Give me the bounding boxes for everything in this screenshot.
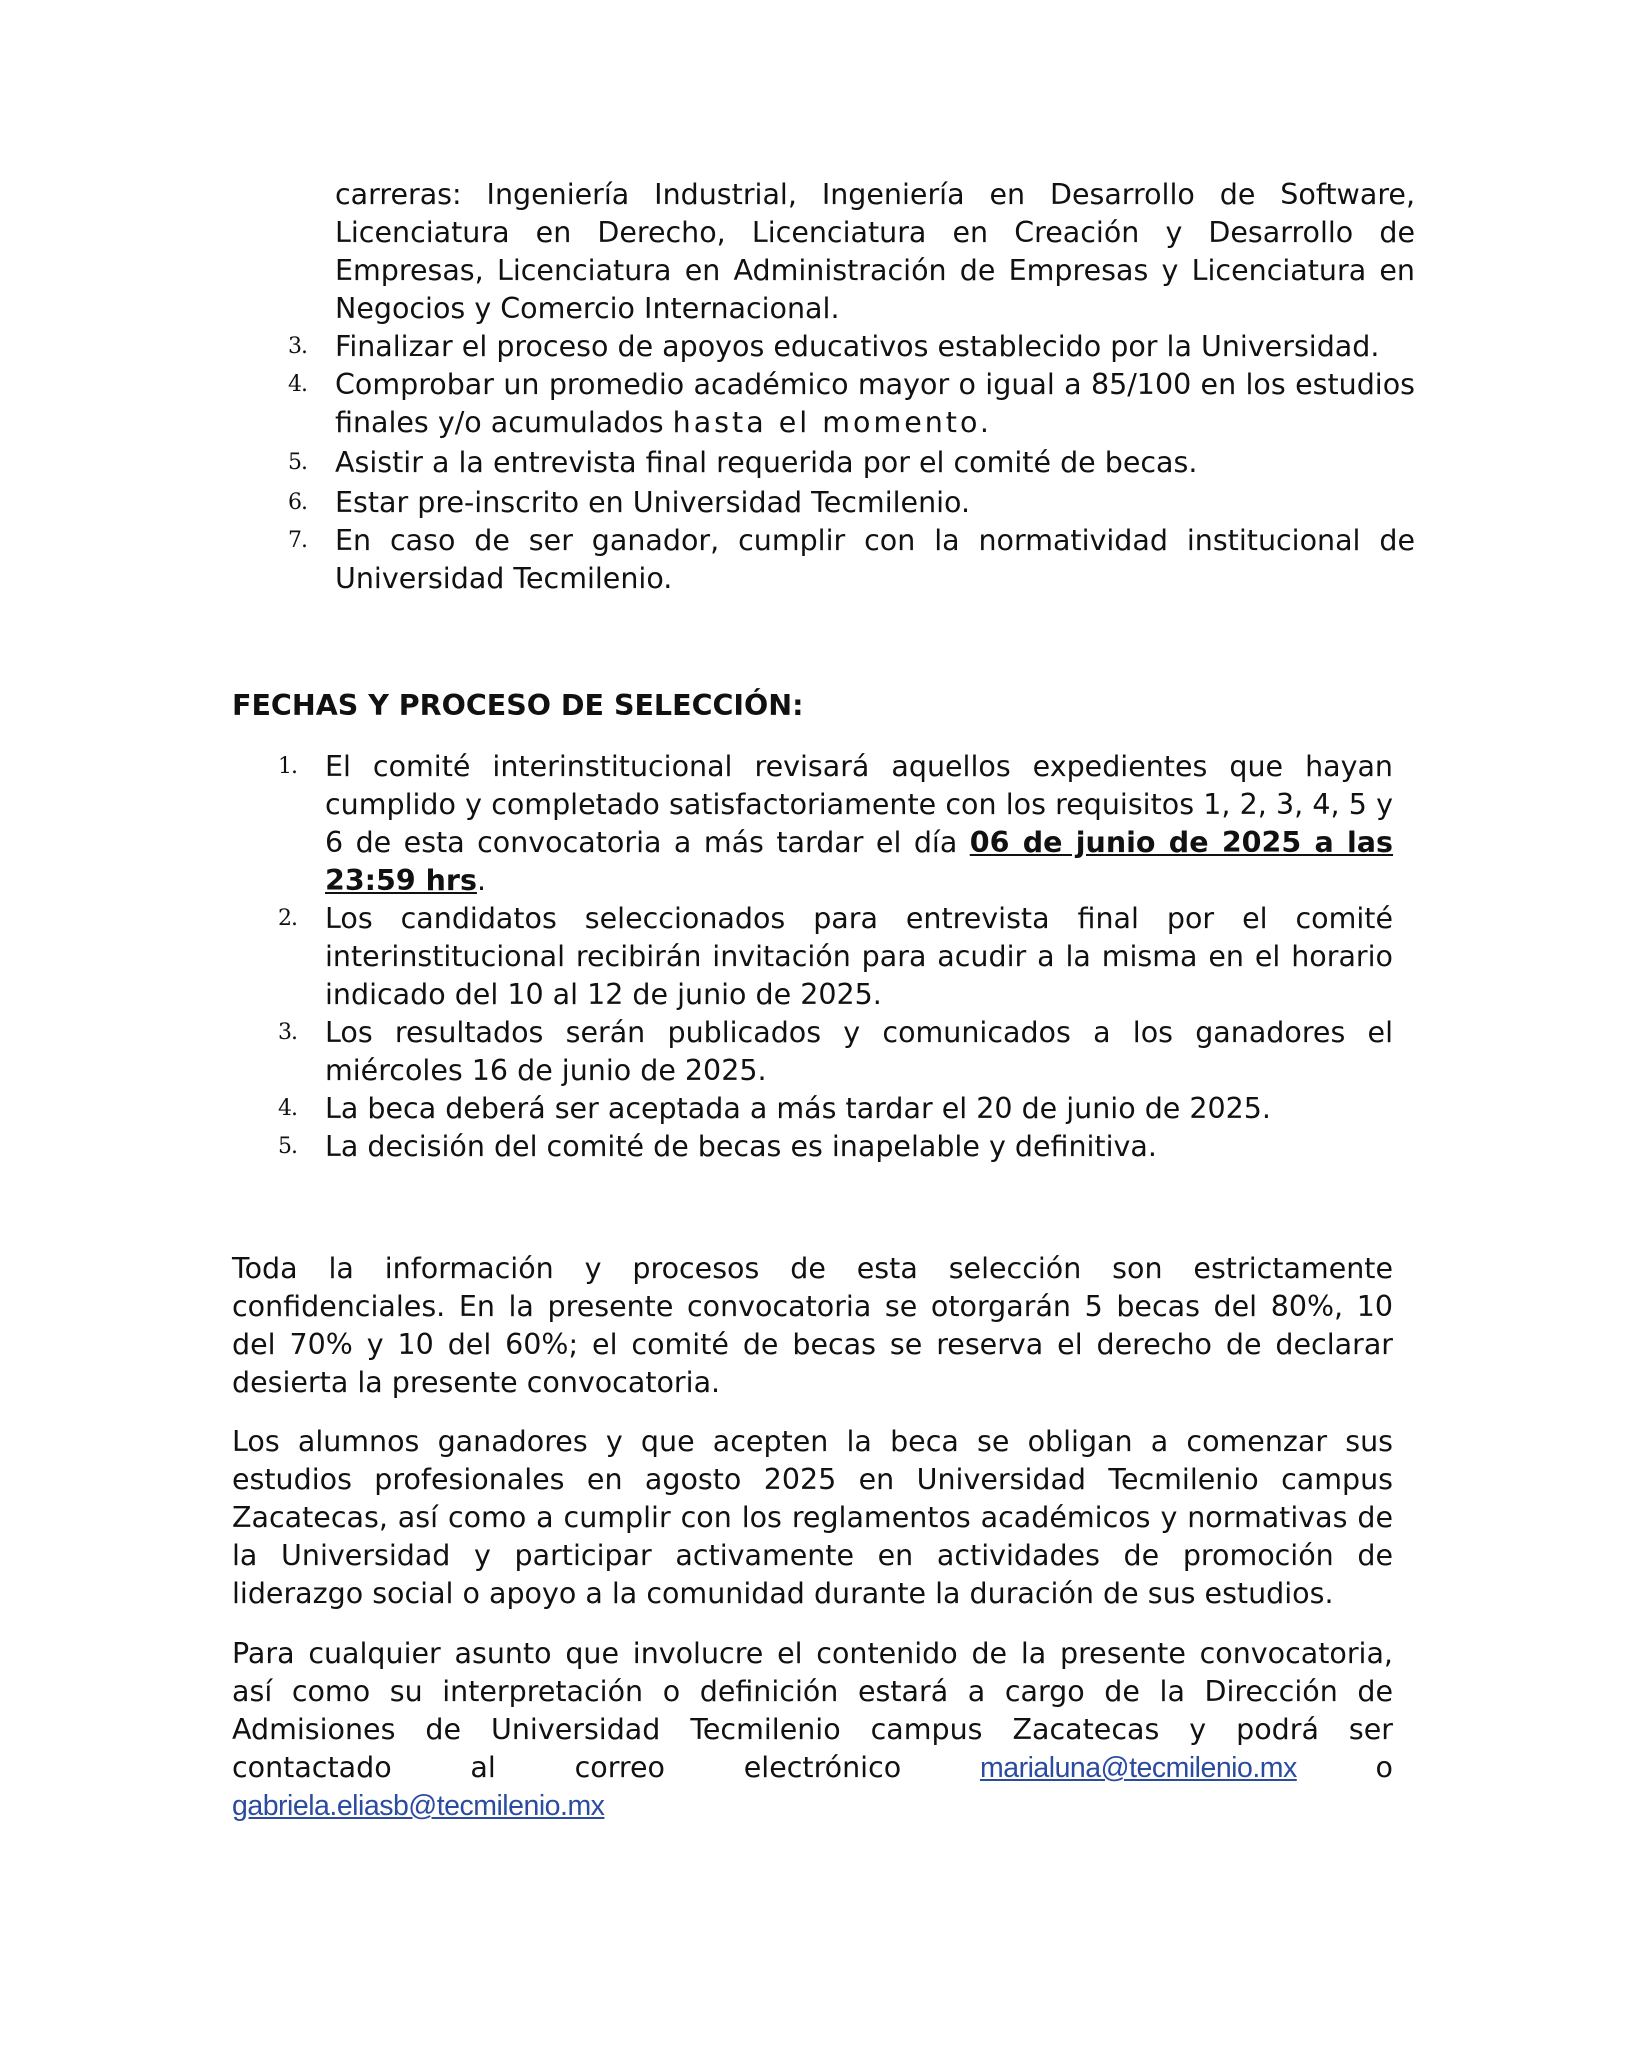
deadline-text: 06 de junio de 2025 a las 23:59 hrs bbox=[325, 826, 1393, 897]
list-number: 2. bbox=[278, 906, 297, 931]
list-item bbox=[280, 328, 1415, 366]
list-number: 7. bbox=[288, 528, 307, 553]
contact-text: Para cualquier asunto que involucre el contenido de la presente convocatoria, así como su interpretación o definición estará a cargo de la Dirección de Admisiones de Universidad Tecmilenio campus Zacatecas y podrá ser contactado al correo electrónico bbox=[232, 1637, 1393, 1784]
list-number: 1. bbox=[278, 754, 297, 779]
list-item bbox=[280, 522, 1415, 598]
section-heading: FECHAS Y PROCESO DE SELECCIÓN: bbox=[232, 689, 804, 722]
email-link-gabriela[interactable]: gabriela.eliasb@tecmilenio.mx bbox=[232, 1790, 605, 1822]
list-number: 4. bbox=[288, 372, 307, 397]
list-item-text: En caso de ser ganador, cumplir con la normatividad institucional de Universidad Tecmilenio. bbox=[335, 524, 1415, 595]
list-item-text: Finalizar el proceso de apoyos educativos establecido por la Universidad. bbox=[335, 330, 1380, 363]
list-item bbox=[270, 1128, 1393, 1166]
list-number: 5. bbox=[278, 1134, 297, 1159]
list-item-text: Los resultados serán publicados y comunicados a los ganadores el miércoles 16 de junio de 2025. bbox=[325, 1016, 1393, 1087]
list-item-text-spaced: hasta el momento. bbox=[672, 406, 992, 439]
list-item-continuation bbox=[280, 176, 1415, 328]
list-item-text: Asistir a la entrevista final requerida por el comité de becas. bbox=[335, 446, 1198, 479]
list-item-end: . bbox=[476, 864, 487, 897]
contact-paragraph bbox=[232, 1635, 1393, 1825]
list-number: 4. bbox=[278, 1096, 297, 1121]
list-item-text: La beca deberá ser aceptada a más tardar el 20 de junio de 2025. bbox=[325, 1092, 1271, 1125]
list-item bbox=[280, 444, 1415, 482]
list-item-text: La decisión del comité de becas es inapelable y definitiva. bbox=[325, 1130, 1157, 1163]
list-number: 6. bbox=[288, 490, 307, 515]
continuation-text: carreras: Ingeniería Industrial, Ingeniería en Desarrollo de Software, Licenciatura en Derecho, Licenciatura en Creación y Desarrollo de Empresas, Licenciatura en Administración de Empresas y Licenciatura en Negocios y Comercio Internacional. bbox=[335, 178, 1415, 325]
connector-text: o bbox=[1296, 1751, 1393, 1784]
list-item-text: Los candidatos seleccionados para entrevista final por el comité interinstitucional recibirán invitación para acudir a la misma en el horario indicado del 10 al 12 de junio de 2025. bbox=[325, 902, 1393, 1011]
list-number: 3. bbox=[278, 1020, 297, 1045]
email-link-marialuna[interactable]: marialuna@tecmilenio.mx bbox=[979, 1752, 1297, 1784]
list-item-text: Comprobar un promedio académico mayor o igual a 85/100 en los estudios finales y/o acumulados bbox=[335, 368, 1415, 439]
obligations-paragraph: Los alumnos ganadores y que acepten la beca se obligan a comenzar sus estudios profesionales en agosto 2025 en Universidad Tecmilenio campus Zacatecas, así como a cumplir con los reglamentos académicos y normativas de la Universidad y participar activamente en actividades de promoción de liderazgo social o apoyo a la comunidad durante la duración de sus estudios. bbox=[232, 1425, 1393, 1610]
list-item-text: Estar pre-inscrito en Universidad Tecmilenio. bbox=[335, 486, 971, 519]
list-item bbox=[280, 484, 1415, 522]
list-item bbox=[270, 748, 1393, 900]
selection-process-list bbox=[270, 748, 1393, 1166]
list-item bbox=[270, 1014, 1393, 1090]
list-item bbox=[270, 1090, 1393, 1128]
confidentiality-paragraph: Toda la información y procesos de esta selección son estrictamente confidenciales. En la presente convocatoria se otorgarán 5 becas del 80%, 10 del 70% y 10 del 60%; el comité de becas se reserva el derecho de declarar desierta la presente convocatoria. bbox=[232, 1252, 1393, 1399]
list-item-text: El comité interinstitucional revisará aquellos expedientes que hayan cumplido y completado satisfactoriamente con los requisitos 1, 2, 3, 4, 5 y 6 de esta convocatoria a más tardar el día bbox=[325, 750, 1393, 859]
list-number: 5. bbox=[288, 450, 307, 475]
list-item bbox=[270, 900, 1393, 1014]
list-item bbox=[280, 366, 1415, 442]
requirements-list bbox=[280, 176, 1415, 598]
list-number: 3. bbox=[288, 334, 307, 359]
